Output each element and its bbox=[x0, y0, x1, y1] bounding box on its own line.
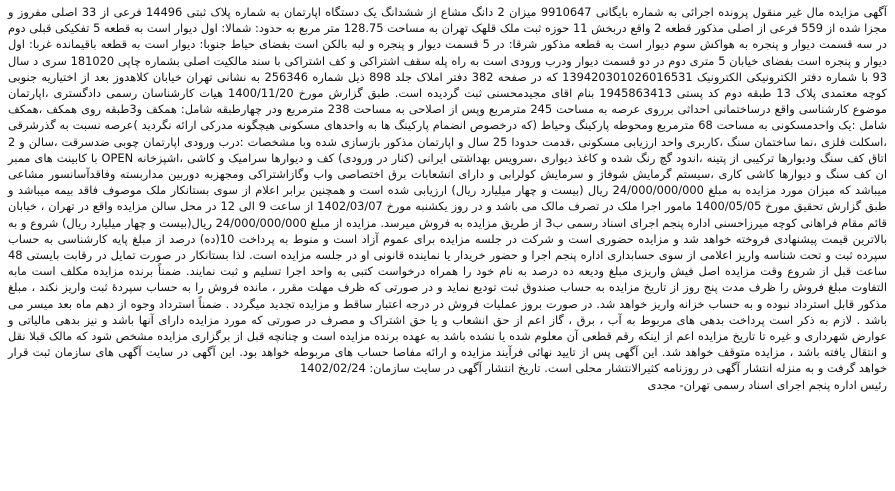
notice-signature: رئیس اداره پنجم اجرای اسناد رسمی تهران- مجدی bbox=[647, 377, 887, 392]
notice-body: آگهی مزایده مال غیر منقول پرونده اجرائی به شماره بایگانی 9910647 میزان 2 دانگ مشاع از ششدانگ یک دستگاه اپارتمان به شماره پلاک ثبتی 14496 فرعی از 33 اصلی مفروز و مجزا شده از 559 فرعی از اصلی مذکور قطعه 2 واقع دربخش 11 حوزه ثبت ملک قلهک تهران به مساحت 128.75 متر مربع به حدود: شمالا: اول دیوار است به قطعه 5 تفکیکی قبلی دوم در سه قسمت دیوار و پنجره به هواکش سوم دیوار است به قطعه مذکور شرقا: در 5 قسمت دیوار و پنجره و لبه بالکن است بفضای حیاط جنوبا: دیوار است به قطعه باقیمانده غربا: اول دیوار و پنجره است بفضای خیابان 5 متری دوم در دو قسمت دیوار ودرب ورودی است به راه پله سقف اشتراکی و کف اشتراکی با سند مالکیت اصلی بشماره چاپی 181020 سری د سال 93 با شماره دفتر الکترونیکی الکترونیک 139420301026016531 که در صفحه 382 دفتر املاک جلد 898 ذیل شماره 256346 به نشانی تهران خیابان کلاهدوز بعد از اختیاریه جنوبی کوچه معتمدی پلاک 13 طبقه دوم کد پستی 1945863413 بنام اقای مجیدمحسنی ثبت گردیده است. طبق گزارش مورخ 1400/11/20 هیات کارشناسان رسمی دادگستری ،اپارتمان موضوع کارشناسی واقع درساختمانی احداثی برروی عرصه به مساحت 245 مترمربع وپس از اصلاحی به مساحت 238 مترمربع ودر چهارطبقه شامل: همکف و3طبقه روی همکف ،همکف شامل :یک واحدمسکونی به مساحت 68 مترمربع ومحوطه پارکینگ وحیاط (که درخصوص انضمام پارکینگ ها به واحدهای مسکونی هیچگونه مدرکی ارائه نگردید )عرصه نسبت به گذرشرقی ،اسکلت فلزی ،نما ساختمان سنگ ،کاربری واحد ارزیابی مسکونی ،قدمت حدودا 25 سال و اپارتمان مذکور بازسازی شده وبا مشخصات :درب ورودی اپارتمان چوبی ضدسرقت ،سالن و 2 اتاق کف سنگ ودیوارها ترکیبی از پتینه ،اندود گچ رنگ شده و کاغذ دیواری ،سرویس بهداشتی ایرانی (کنار در ورودی) کف و دیوارها سرامیک و کاشی ،اشپزخانه OPEN با کابینت های ممبر ان کف سنگ و دیوارها کاشی کاری ،سیستم گرمایش شوفاژ و سرمایش کولرابی و دارای انشعابات برق اختصاصی واب وگازاشتراکی ومجهزبه دوربین مداربسته وفاقدآسانسور مشاعی میباشد که میزان مورد مزایده به مبلغ 24/000/000/000 ریال (بیست و چهار میلیارد ریال) ارزیابی شده است و همچنین برابر اعلام از سوی بستانکار ملک موصوف فاقد بیمه میباشد و طبق گزارش تحقیق مورخ 1400/05/05 مامور اجرا ملک در تصرف مالک می باشد و در روز یکشنبه مورخ 1402/03/07 از ساعت 9 الی 12 در محل سالن مزایده واقع در تهران ، خیابان قائم مقام فراهانی کوچه میرزاحسنی اداره پنجم اجرای اسناد رسمی ب3 از طریق مزایده به فروش میرسد. مزایده از مبلغ 24/000/000/000 ریال(بیست و چهار میلیارد ریال) شروع و به بالاترین قیمت پیشنهادی فروخته خواهد شد و مزایده حضوری است و شرکت در جلسه مزایده برای عموم آزاد است و منوط به پرداخت 10(ده) درصد از مبلغ پایه کارشناسی به حساب سپرده ثبت و تحت شناسه واریز اعلامی از سوی حسابداری اداره پنجم اجرا و حضور خریدار یا نماینده قانونی او در جلسه مزایده است. لذا بستانکار در صورت تمایل در رقابت بایستی 48 ساعت قبل از شروع وقت مزایده اصل فیش واریزی مبلغ ودیعه ده درصد به نام خود را همراه درخواست کتبی به واحد اجرا تسلیم و ثبت نمایند. ضمناً برنده مزایده مکلف است مابه التفاوت مبلغ فروش را ظرف مدت پنج روز از تاریخ مزایده به حساب صندوق ثبت تودیع نماید و در صورتی که ظرف مهلت مقرر ، مانده فروش را به حساب سپردۀ ثبت واریز نکند ، مبلغ مذکور قابل استرداد نبوده و به حساب خزانه واریز خواهد شد. در صورت بروز عملیات فروش در درجه اعتبار ساقط و مزایده تجدید میگردد . ضمناً استرداد وجوه از دهم ماه بعد میسر می باشد . لازم به ذکر است پرداخت بدهی های مربوط به آب ، برق ، گاز اعم از حق انشعاب و یا حق اشتراک و مصرف در صورتی که مورد مزایده دارای آنها باشد و نیز بدهی مالیاتی و عوارض شهرداری و غیره تا تاریخ مزایده اعم از اینکه رقم قطعی آن معلوم شده یا نشده باشد به عهده برنده مزایده است و چنانچه قبل از برگزاری مزایده مشخص شود که مالک قبلا نقل و انتقال یافته باشد ، مزایده متوقف خواهد شد. این آگهی پس از تایید نهائی فرآیند مزایده و ارائه مفاصا حساب های مربوطه خواهد بود. این آگهی در سایت آگهی های سازمان ثبت قرار خواهد گرفت و به منزله انتشار آگهی در روزنامه کثیرالانتشار محلی است. تاریخ انتشار آگهی در سایت سازمان: 1402/02/24 bbox=[8, 5, 888, 376]
